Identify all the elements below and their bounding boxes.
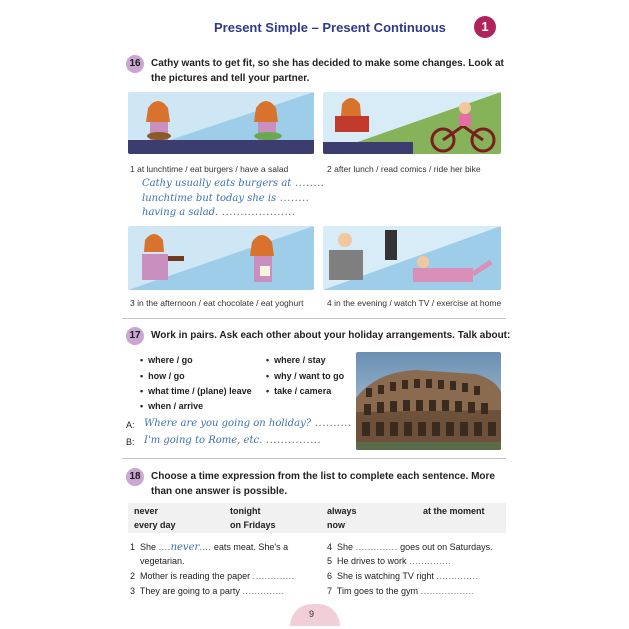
exercise-18-instruction-line2: than one answer is possible. (151, 486, 288, 497)
dialogue-speaker-a: A: (126, 420, 135, 430)
expression-always: always (327, 506, 357, 516)
sentence-2: 2 Mother is reading the paper .............. (130, 571, 295, 581)
topic-where-stay: • where / stay (266, 355, 326, 365)
sentence-6: 6 She is watching TV right .............. (327, 571, 479, 581)
page-number-tab (290, 604, 340, 626)
page-title: Present Simple – Present Continuous (214, 20, 446, 35)
expression-never: never (134, 506, 159, 516)
expression-every-day: every day (134, 520, 176, 530)
picture-3-caption: 3 in the afternoon / eat chocolate / eat yoghurt (130, 298, 304, 308)
sentence-4: 4 She .............. goes out on Saturdays. (327, 542, 493, 552)
picture-2-caption: 2 after lunch / read comics / ride her bike (327, 164, 481, 174)
topic-when-arrive: • when / arrive (140, 401, 203, 411)
picture-4-evening (323, 226, 501, 290)
picture-1-lunch (128, 92, 314, 154)
exercise-18-instruction-line1: Choose a time expression from the list to complete each sentence. More (151, 471, 495, 482)
picture-1-caption: 1 at lunchtime / eat burgers / have a salad (130, 164, 289, 174)
dialogue-speaker-b: B: (126, 437, 135, 447)
expression-at-the-moment: at the moment (423, 506, 485, 516)
topic-how-go: • how / go (140, 371, 185, 381)
answer-line-3: having a salad. .................... (142, 207, 296, 218)
sentence-7: 7 Tim goes to the gym .................. (327, 586, 475, 596)
topic-where-go: • where / go (140, 355, 193, 365)
picture-4-caption: 4 in the evening / watch TV / exercise at home (327, 298, 502, 308)
picture-2-after-lunch (323, 92, 501, 154)
colosseum-photo (356, 352, 501, 450)
topic-why-want-to-go: • why / want to go (266, 371, 344, 381)
dialogue-line-b: I'm going to Rome, etc. ............... (144, 435, 322, 446)
exercise-16-number: 16 (126, 55, 144, 73)
expression-on-fridays: on Fridays (230, 520, 276, 530)
sentence-5: 5 He drives to work .............. (327, 556, 452, 566)
expression-tonight: tonight (230, 506, 261, 516)
topic-what-time-leave: • what time / (plane) leave (140, 386, 252, 396)
page-number: 9 (309, 609, 315, 619)
sentence-1: 1 She ....never.... eats meat. She's a (130, 542, 289, 553)
dialogue-line-a: Where are you going on holiday? .......... (144, 418, 352, 429)
unit-badge: 1 (474, 16, 496, 38)
divider-2 (122, 458, 506, 459)
exercise-17-instruction: Work in pairs. Ask each other about your holiday arrangements. Talk about: (151, 330, 511, 341)
picture-3-afternoon (128, 226, 314, 290)
exercise-16-instruction-line1: Cathy wants to get fit, so she has decided to make some changes. Look at (151, 58, 504, 69)
answer-line-2: lunchtime but today she is ........ (142, 193, 310, 204)
divider-1 (122, 318, 506, 319)
sentence-1-cont: vegetarian. (140, 556, 185, 566)
expression-now: now (327, 520, 345, 530)
sentence-3: 3 They are going to a party .............. (130, 586, 285, 596)
exercise-18-number: 18 (126, 468, 144, 486)
exercise-17-number: 17 (126, 327, 144, 345)
topic-take-camera: • take / camera (266, 386, 331, 396)
exercise-16-instruction-line2: the pictures and tell your partner. (151, 73, 310, 84)
answer-line-1: Cathy usually eats burgers at ........ (142, 178, 325, 189)
